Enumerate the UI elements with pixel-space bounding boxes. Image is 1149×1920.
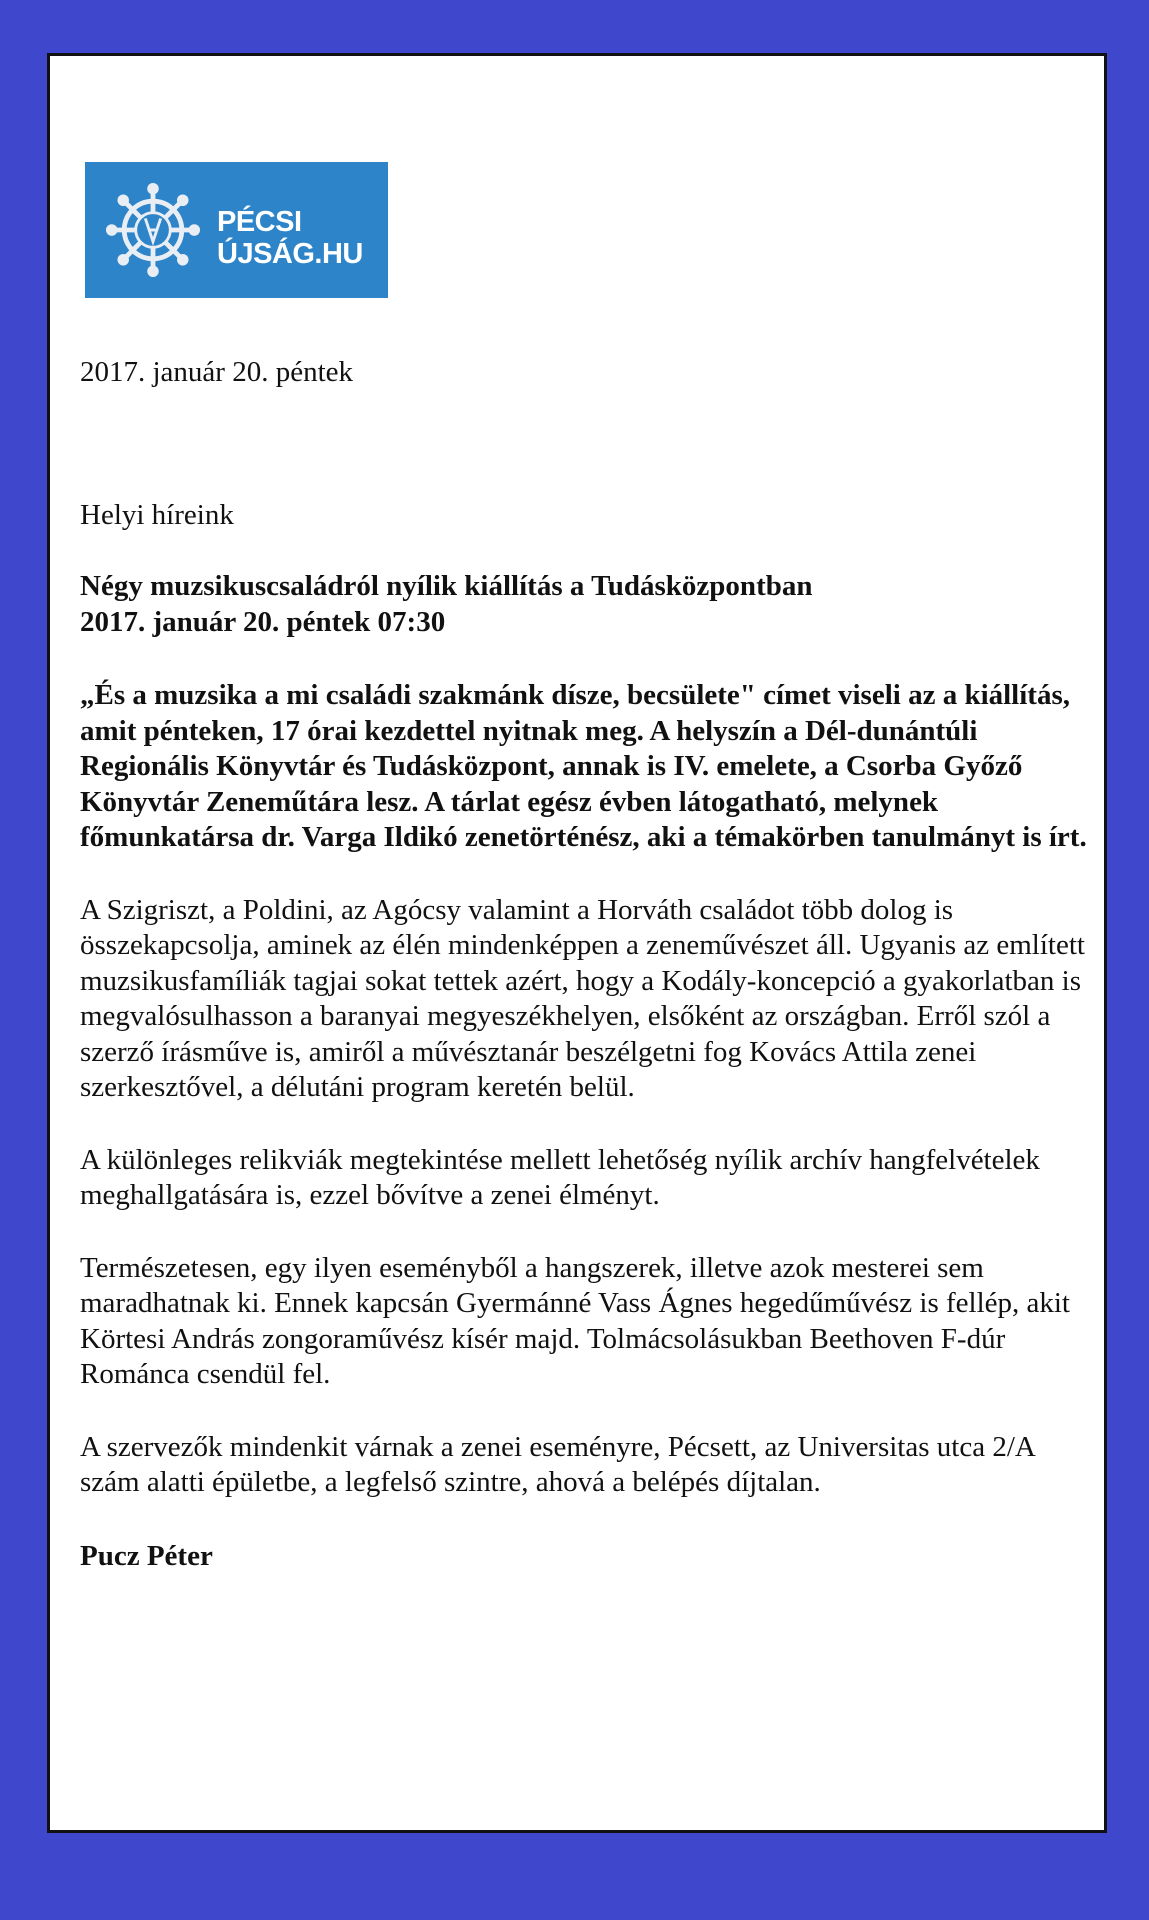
site-logo[interactable] bbox=[85, 162, 388, 298]
article-paragraph: A szervezők mindenkit várnak a zenei eseményre, Pécsett, az Universitas utca 2/A szám alatti épületbe, a legfelső szintre, ahová a belépés díjtalan. bbox=[80, 1430, 1035, 1498]
article-headline: Négy muzsikuscsaládról nyílik kiállítás a Tudásközpontban bbox=[80, 570, 813, 602]
article-published-date: 2017. január 20. péntek 07:30 bbox=[80, 606, 446, 638]
wheel-emblem-icon bbox=[105, 182, 201, 278]
current-date: 2017. január 20. péntek bbox=[80, 356, 354, 388]
logo-line-2: ÚJSÁG.HU bbox=[217, 238, 363, 270]
article-page bbox=[47, 53, 1107, 1833]
logo-line-1: PÉCSI bbox=[217, 206, 302, 238]
article-author: Pucz Péter bbox=[80, 1539, 213, 1572]
article-paragraph: A Szigriszt, a Poldini, az Agócsy valamint a Horváth családot több dolog is összekapcsolja, aminek az élén mindenképpen a zeneművészet áll. Ugyanis az említett muzsikusfamíliák tagjai sokat tettek azért, hogy a Kodály-koncepció a gyakorlatban is megvalósulhasson a baranyai megyeszékhelyen, elsőként az országban. Erről szól a szerző írásműve is, amiről a művésztanár beszélgetni fog Kovács Attila zenei szerkesztővel, a délutáni program keretén belül. bbox=[80, 893, 1085, 1103]
article-paragraph: Természetesen, egy ilyen eseményből a hangszerek, illetve azok mesterei sem maradhatnak ki. Ennek kapcsán Gyermánné Vass Ágnes hegedűművész is fellép, akit Körtesi András zongoraművész kísér majd. Tolmácsolásukban Beethoven F-dúr Románca csendül fel. bbox=[80, 1251, 1070, 1390]
article bbox=[80, 568, 1090, 1574]
section-label[interactable]: Helyi híreink bbox=[80, 499, 234, 531]
article-lead: „És a muzsika a mi családi szakmánk dísze, becsülete" címet viseli az a kiállítás, amit pénteken, 17 órai kezdettel nyitnak meg. A helyszín a Dél-dunántúli Regionális Könyvtár és Tudásközpont, annak is IV. emelete, a Csorba Győző Könyvtár Zeneműtára lesz. A tárlat egész évben látogatható, melynek főmunkatársa dr. Varga Ildikó zenetörténész, aki a témakörben tanulmányt is írt. bbox=[80, 679, 1087, 853]
article-paragraph: A különleges relikviák megtekintése mellett lehetőség nyílik archív hangfelvételek meghallgatására is, ezzel bővítve a zenei élményt. bbox=[80, 1143, 1040, 1211]
logo-wordmark bbox=[217, 206, 363, 270]
